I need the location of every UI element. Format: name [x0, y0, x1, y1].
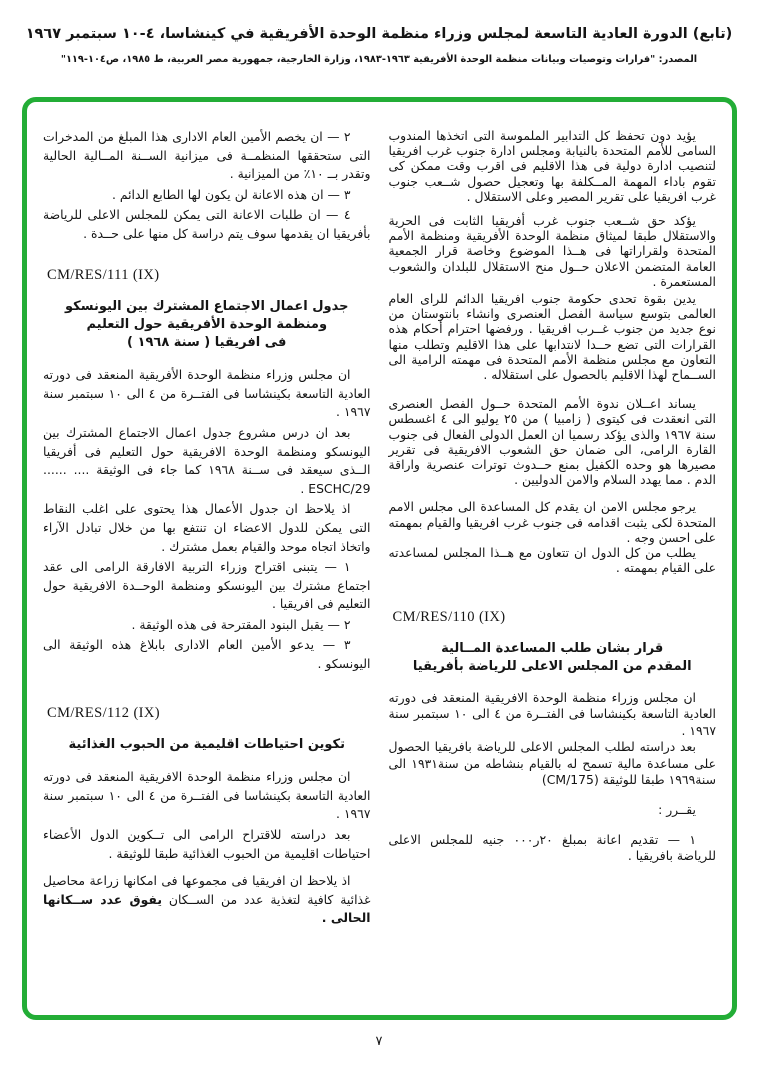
resolution-paragraph: اذ يلاحظ ان جدول الأعمال هذا يحتوى على اغلب النقاط التى يمكن للدول الاعضاء ان تنتفع بها من خلال تبادل الآراء واتخاذ اتجاه موحد والقيام بعمل مشترك .: [43, 501, 371, 554]
resolution-cm-res-111: [43, 266, 371, 674]
session-title: (تابع) الدورة العادية التاسعة لمجلس وزراء منظمة الوحدة الأفريقية في كينشاسا، ٤-١٠ سبتمبر ١٩٦٧: [25, 26, 733, 42]
column-left: [43, 128, 371, 937]
paragraph-text-bold: يفوق عدد ســكانها الحالى .: [43, 891, 371, 926]
resolution-paragraph: يرجو مجلس الامن ان يقدم كل المساعدة الى مجلس الامم المتحدة لكى يثبت اقدامه فى جنوب غرب افريقيا والقيام بمهمته على احسن وجه .: [388, 499, 716, 545]
resolution-paragraph: يطلب من كل الدول ان تتعاون مع هــذا المجلس لمساعدته على القيام بمهمته .: [388, 545, 716, 576]
resolution-cm-res-112: [43, 704, 371, 928]
resolution-title: [43, 298, 371, 352]
resolution-paragraph: يدين بقوة تحدى حكومة جنوب افريقيا الدائم للراى العام العالمى بتوسع سياسة الفصل العنصرى وانشاء بانتوستان من نوع جديد من جنوب غــرب افريقيا . ورفضها احترام أحكام هذه القرارات التى تضع حــدا لانتدابها على هذا الاقليم وتطلب منها التعاون مع مجلس منظمة الأمم المتحدة فى مهمته الرامية الى الســماح لهذا الاقليم بالحصول على استقلاله .: [388, 291, 716, 383]
resolution-reference: CM/RES/110 (IX): [392, 609, 506, 626]
resolution-item: ٢ — ان يخصم الأمين العام الادارى هذا المبلغ من المدخرات التى ستحققها المنظمــة فى ميزانية الســنة المــالية الحالية وتقدر بــ ١٠٪ من الميزانية .: [43, 129, 371, 182]
decides-line: يقــرر :: [658, 802, 696, 818]
resolution-paragraph: بعد ان درس مشروع جدول اعمال الاجتماع المشترك بين اليونسكو ومنظمة الوحدة الافريقية حول التعليم فى أفريقيا الــذى سيعقد فى ســنة ١٩٦٨ كما جاء فى الوثيقة .... ...... ESCHC/29 .: [43, 424, 371, 496]
resolution-item: ١ — يتبنى اقتراح وزراء التربية الافارقة الرامى الى عقد اجتماع مشترك بين اليونسكو ومنظمة الوحــدة الافريقية حول التعليم فى افريقيا .: [43, 559, 371, 612]
resolution-item: ١ — تقديم اعانة بمبلغ ٢٠ر٠٠٠ جنيه للمجلس الاعلى للرياضة بافريقيا .: [388, 831, 716, 864]
resolution-title-line: قرار بشان طلب المساعدة المــالية: [441, 640, 664, 656]
resolution-title-line: فى افريقيا ( سنة ١٩٦٨ ): [127, 335, 287, 351]
resolution-reference: CM/RES/111 (IX): [47, 266, 160, 283]
page-number: ٧: [375, 1034, 383, 1049]
column-right: [389, 128, 717, 937]
resolution-title-line: تكوين احتياطات اقليمية من الحبوب الغذائية: [68, 737, 345, 753]
source-citation: المصدر: "قرارات وتوصيات وبيانات منظمة الوحدة الأفريقية ١٩٦٣-١٩٨٣، وزارة الخارجية، جمهورية مصر العربية، ط ١٩٨٥، ص١٠٤-١١٩": [60, 54, 698, 65]
resolution-paragraph: يساند اعــلان ندوة الأمم المتحدة حــول الفصل العنصرى التى انعقدت فى كيتوى ( زامبيا ) من ٢٥ يوليو الى ٤ اغسطس سنة ١٩٦٧ والذى يؤكد رسميا ان العمل الدولى الفعال فى جنوب القارة الرامى، الى ضمان حق الشعوب الافريقية فى تقرير مصيرها هو وحده الكفيل بمنع حــدوث توترات عنصرية واراقة الدم . مما يهدد السلام والامن الدوليين .: [388, 396, 717, 488]
resolution-paragraph: [43, 872, 371, 928]
resolution-item: ٢ — يقبل البنود المقترحة فى هذه الوثيقة .: [131, 616, 351, 632]
resolution-item: ٣ — يدعو الأمين العام الادارى بابلاغ هذه الوثيقة الى اليونسكو .: [43, 637, 371, 672]
resolution-paragraph: بعد دراسته للاقتراح الرامى الى تــكوين الدول الأعضاء احتياطات اقليمية من الحبوب الغذائية طبقا للوثيقة .: [43, 827, 371, 861]
two-column-layout: [27, 102, 732, 937]
resolution-paragraph: ان مجلس وزراء منظمة الوحدة الافريقية المنعقد فى دورته العادية التاسعة بكينشاسا فى الفتــرة من ٤ الى ١٠ سبتمبر سنة ١٩٦٧ .: [388, 689, 716, 738]
resolution-paragraph: ان مجلس وزراء منظمة الوحدة الافريقية المنعقد فى دورته العادية التاسعة بكينشاسا فى الفتــرة من ٤ الى ١٠ سبتمبر سنة ١٩٦٧ .: [43, 769, 371, 822]
resolution-paragraph: يؤيد دون تحفظ كل التدابير الملموسة التى اتخذها المندوب السامى للأمم المتحدة بالنيابة ومجلس ادارة جنوب غرب افريقيا لتنصيب ادارة دولية فى هذا الاقليم فى اقرب وقت ممكن كى تقوم باداء المهمة المــكلفة بها وتعجيل حصول شــعب جنوب غرب افريقيا على تقرير المصير وعلى الاستقلال .: [388, 128, 716, 204]
resolution-item: ٤ — ان طلبات الاعانة التى يمكن للمجلس الاعلى للرياضة بأفريقيا ان يقدمها سوف يتم دراسة كل منها على حــدة .: [43, 207, 371, 241]
resolution-title-line: جدول اعمال الاجتماع المشترك بين اليونسكو: [65, 299, 349, 315]
resolution-reference: CM/RES/112 (IX): [47, 704, 161, 721]
resolution-title-line: ومنظمة الوحدة الأفريقية حول التعليم: [86, 317, 328, 333]
resolution-item: ٣ — ان هذه الاعانة لن يكون لها الطابع الدائم .: [111, 186, 351, 202]
resolution-title-line: المقدم من المجلس الاعلى للرياضة بأفريقيا: [412, 658, 692, 674]
resolution-paragraph: بعد دراسته لطلب المجلس الاعلى للرياضة بافريقيا الحصول على مساعدة مالية تسمح له بالقيام بنشاطه من سنة١٩٣١ الى سنة١٩٦٩ طبقا للوثيقة (CM/175): [388, 739, 716, 787]
resolution-paragraph: يؤكد حق شــعب جنوب غرب أفريقيا الثابت فى الحرية والاستقلال طبقا لميثاق منظمة الوحدة الأفريقية ومنظمة الأمم المتحدة ولقراراتها فى هــذا الموضوع وخاصة قرار الجمعية العامة المتضمن الاعلان حــول منح الاستقلال للبلدان والشعوب المستعمرة .: [388, 213, 716, 289]
page-header: [0, 0, 758, 66]
resolution-paragraph: ان مجلس وزراء منظمة الوحدة الأفريقية المنعقد فى دورته العادية التاسعة بكينشاسا فى الفتــرة من ٤ الى ١٠ سبتمبر سنة ١٩٦٧ .: [43, 367, 371, 420]
resolution-title: [389, 640, 717, 676]
resolution-title: [43, 736, 371, 754]
resolution-cm-res-110: [389, 609, 717, 864]
document-frame: [22, 97, 737, 1020]
paragraph-text: اذ يلاحظ ان افريقيا فى مجموعها فى امكانها زراعة محاصيل غذائية كافية لتغذية عدد من الســكان: [43, 873, 371, 907]
